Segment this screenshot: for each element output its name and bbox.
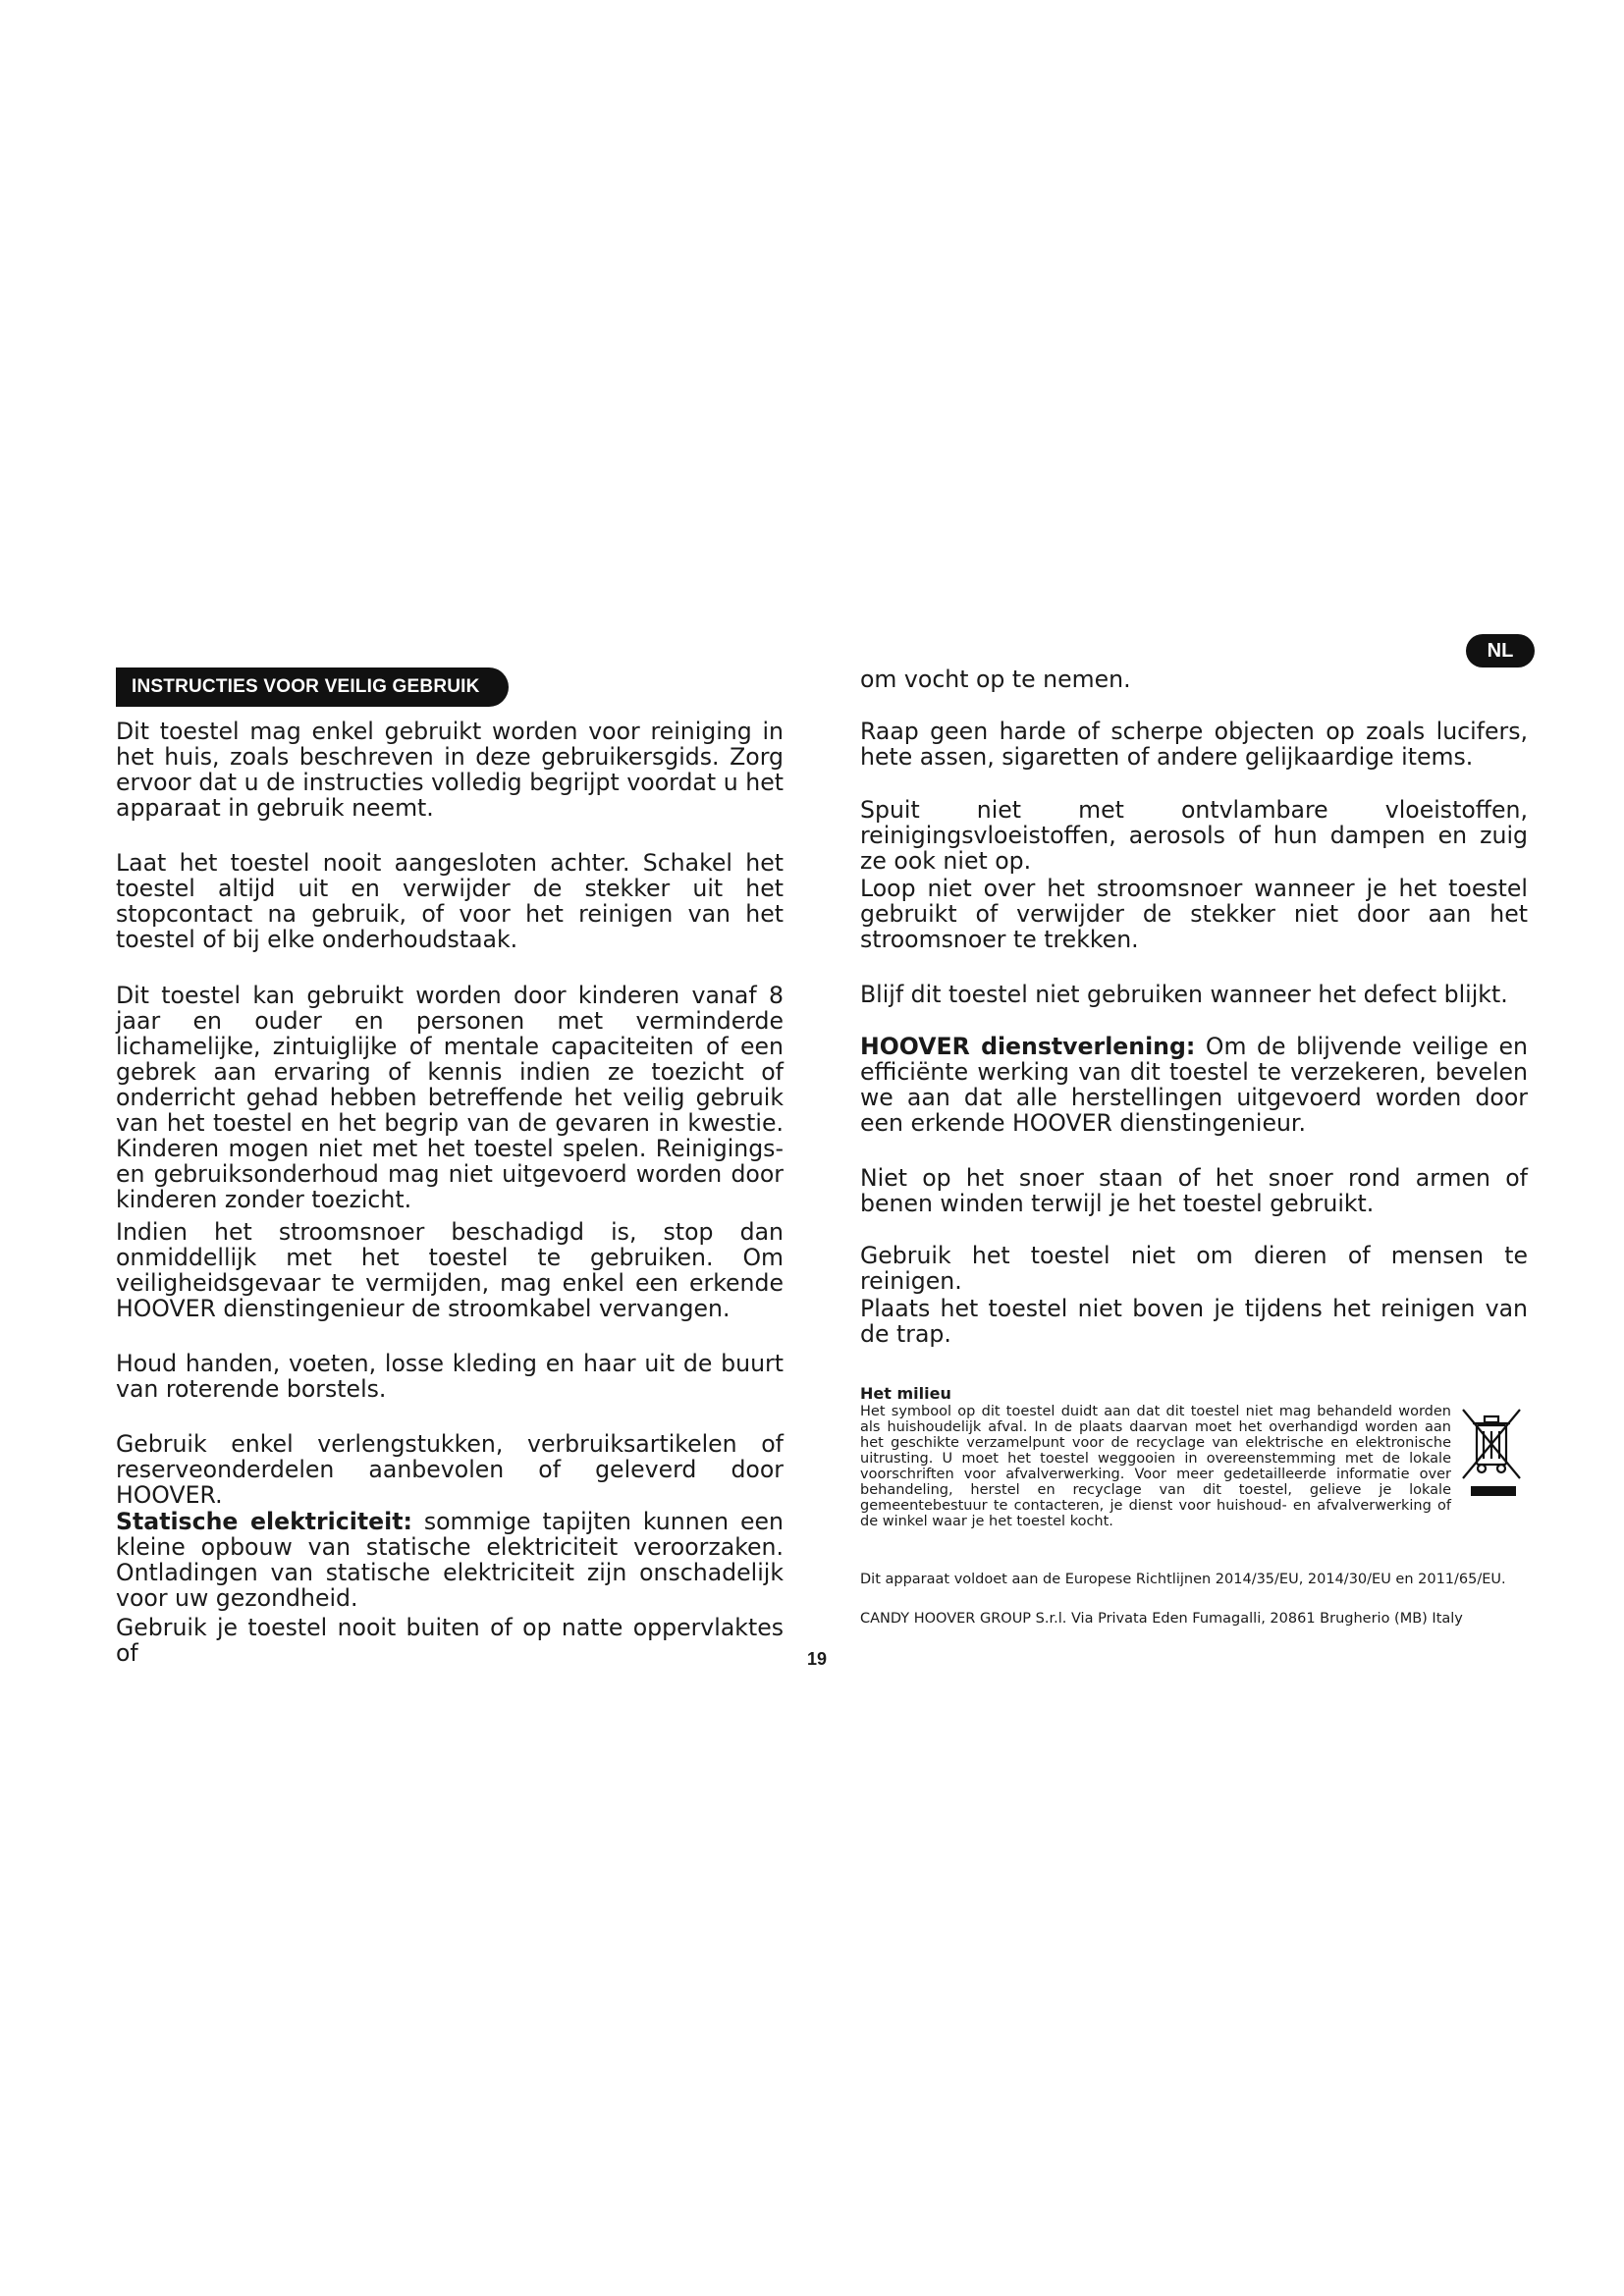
paragraph-static: [116, 1509, 784, 1611]
environment-body: Het symbool op dit toestel duidt aan dat dit toestel niet mag behandeld worden als huishoudelijk afval. In de plaats daarvan moet het overhandigd worden aan het geschikte verzamelpunt voor de recyclage van elektrische en elektronische uitrusting. U moet het toestel weggooien in overeenstemming met de lokale voorschriften voor afvalverwerking. Voor meer gedetailleerde informatie over behandeling, herstel en recyclage van dit toestel, gelieve je lokale gemeentebestuur te contacteren, je dienst voor huishoud- en afvalverwerking of de winkel waar je het toestel kocht.: [860, 1404, 1451, 1529]
service-label: HOOVER dienstverlening:: [860, 1033, 1196, 1060]
paragraph-brushes: Houd handen, voeten, losse kleding en haar uit de buurt van roterende borstels.: [116, 1350, 784, 1403]
paragraph-sharp-objects: Raap geen harde of scherpe objecten op zoals lucifers, hete assen, sigaretten of andere gelijkaardige items.: [860, 718, 1528, 771]
language-badge: NL: [1466, 634, 1535, 667]
paragraph-unplug: Laat het toestel nooit aangesloten achter. Schakel het toestel altijd uit en verwijder de stekker uit het stopcontact na gebruik, of voor het reinigen van het toestel of bij elke onderhoudstaak.: [116, 849, 784, 953]
paragraph-flammable: Spuit niet met ontvlambare vloeistoffen, reinigingsvloeistoffen, aerosols of hun dampen en zuig ze ook niet op.: [860, 796, 1528, 875]
paragraph-cord-handling: Loop niet over het stroomsnoer wanneer je het toestel gebruikt of verwijder de stekker niet door aan het stroomsnoer te trekken.: [860, 875, 1528, 953]
static-text: sommige tapijten kunnen een kleine opbouw van statische elektriciteit veroorzaken. Ontladingen van statische elektriciteit zijn onschadelijk voor uw gezondheid.: [116, 1508, 784, 1612]
section-title: INSTRUCTIES VOOR VEILIG GEBRUIK: [116, 667, 509, 707]
environment-title: Het milieu: [860, 1384, 951, 1403]
paragraph-stairs: Plaats het toestel niet boven je tijdens het reinigen van de trap.: [860, 1295, 1528, 1348]
paragraph-moisture: om vocht op te nemen.: [860, 666, 1131, 693]
weee-crossed-bin-icon: [1457, 1404, 1528, 1512]
paragraph-accessories: Gebruik enkel verlengstukken, verbruiksartikelen of reserveonderdelen aanbevolen of geleverd door HOOVER.: [116, 1430, 784, 1509]
paragraph-cord-standing: Niet op het snoer staan of het snoer rond armen of benen winden terwijl je het toestel gebruikt.: [860, 1164, 1528, 1217]
paragraph-power-cord: Indien het stroomsnoer beschadigd is, stop dan onmiddellijk met het toestel te gebruiken. Om veiligheidsgevaar te vermijden, mag enkel een erkende HOOVER dienstingenieur de stroomkabel vervangen.: [116, 1218, 784, 1322]
paragraph-defect: Blijf dit toestel niet gebruiken wanneer het defect blijkt.: [860, 981, 1508, 1008]
paragraph-children: Dit toestel kan gebruikt worden door kinderen vanaf 8 jaar en ouder en personen met verminderde lichamelijke, zintuiglijke of mentale capaciteiten of een gebrek aan ervaring of kennis indien ze toezicht of onderricht gehad hebben betreffende het veilig gebruik van het toestel en het begrip van de gevaren in kwestie. Kinderen mogen niet met het toestel spelen. Reinigings- en gebruiksonderhoud mag niet uitgevoerd worden door kinderen zonder toezicht.: [116, 982, 784, 1213]
paragraph-outdoor: Gebruik je toestel nooit buiten of op natte oppervlaktes of: [116, 1614, 784, 1667]
page-number: 19: [806, 1649, 828, 1669]
service-text: Om de blijvende veilige en efficiënte werking van dit toestel te verzekeren, bevelen we aan dat alle herstellingen uitgevoerd worden door een erkende HOOVER dienstingenieur.: [860, 1033, 1528, 1137]
directives-text: Dit apparaat voldoet aan de Europese Richtlijnen 2014/35/EU, 2014/30/EU en 2011/65/EU.: [860, 1572, 1506, 1587]
paragraph-animals: Gebruik het toestel niet om dieren of mensen te reinigen.: [860, 1242, 1528, 1295]
environment-text: [860, 1404, 1528, 1529]
company-address: CANDY HOOVER GROUP S.r.l. Via Privata Eden Fumagalli, 20861 Brugherio (MB) Italy: [860, 1611, 1463, 1627]
paragraph-service: [860, 1034, 1528, 1136]
paragraph-intended-use: Dit toestel mag enkel gebruikt worden voor reiniging in het huis, zoals beschreven in deze gebruikersgids. Zorg ervoor dat u de instructies volledig begrijpt voordat u het apparaat in gebruik neemt.: [116, 718, 784, 822]
static-label: Statische elektriciteit:: [116, 1508, 412, 1535]
